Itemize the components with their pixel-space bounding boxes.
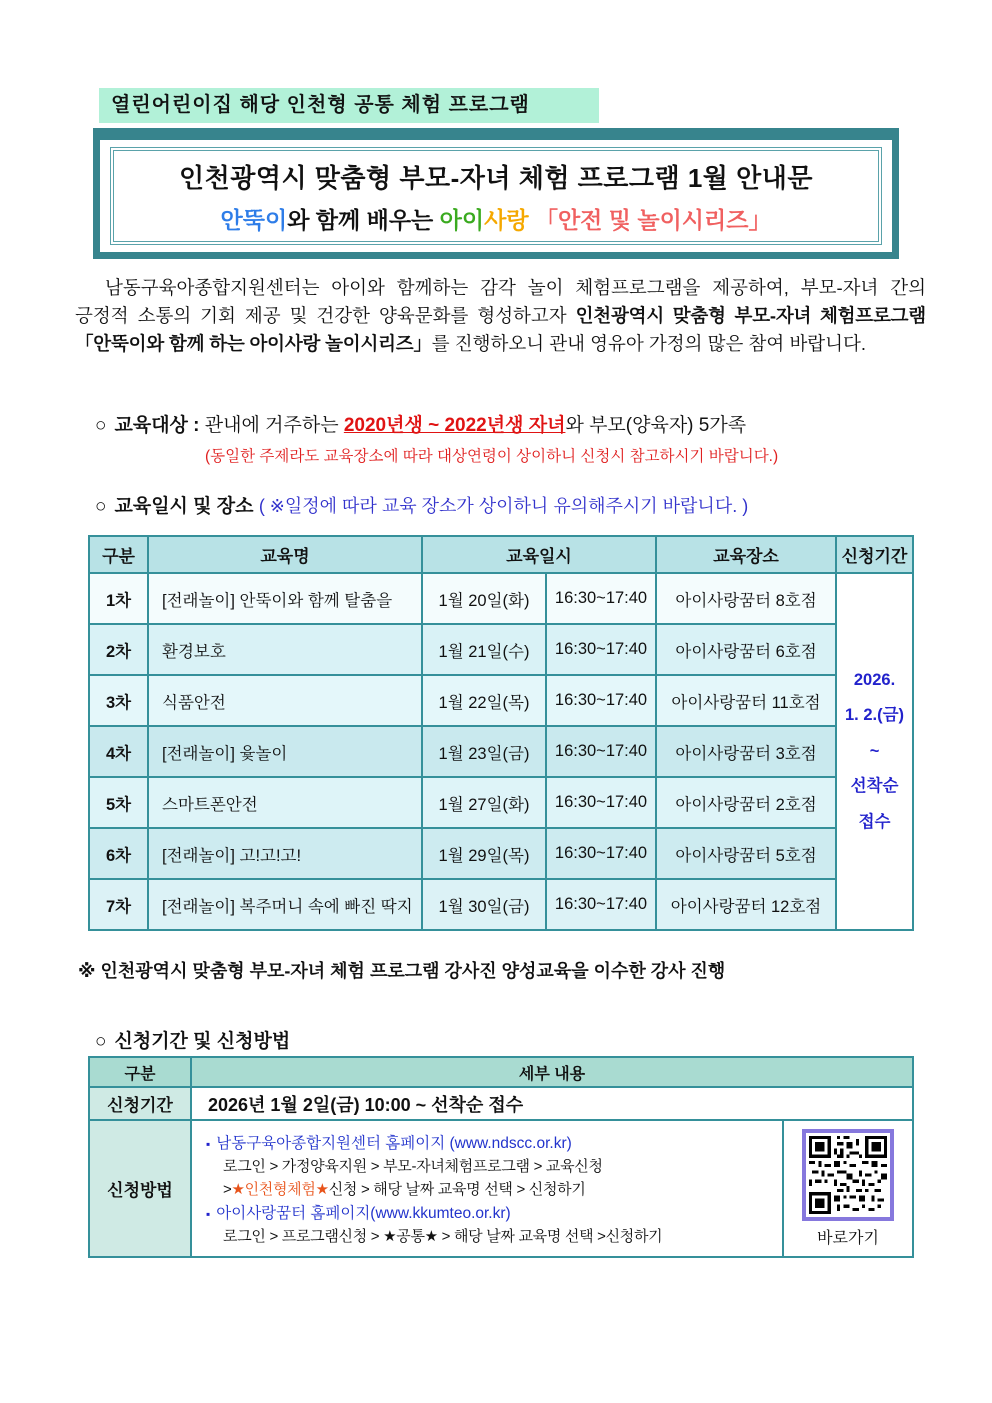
homepage-link-text[interactable]: 아이사랑꿈터 홈페이지(www.kkumteo.or.kr) — [216, 1205, 511, 1222]
intro-pre: 남동구육아종합지원센터는 아이와 함께하는 감각 놀이 체험프로그램을 제공하여, 부모-자녀 간의 긍정적 소통의 기회 제공 및 건강한 양육문화를 형성하고자 — [75, 277, 926, 327]
apply-period-line: 2026. — [853, 670, 896, 689]
circle-marker-icon: ○ — [95, 1031, 107, 1052]
header-apply-period: 신청기간 — [836, 536, 913, 573]
document-title: 인천광역시 맞춤형 부모-자녀 체험 프로그램 1월 안내문 — [178, 162, 813, 193]
program-schedule-table — [88, 535, 914, 931]
row-date: 1월 27일(화) — [422, 777, 546, 828]
method-path-line — [223, 1178, 782, 1199]
row-place: 아이사랑꿈터 11호점 — [656, 675, 836, 726]
subtitle-word-sarang: 사랑 — [484, 206, 529, 233]
method-path-line: 로그인 > 가정양육지원 > 부모-자녀체험프로그램 > 교육신청 — [223, 1158, 603, 1175]
homepage-link-kkumteo[interactable] — [206, 1201, 782, 1223]
qr-shortcut-label: 바로가기 — [817, 1230, 879, 1247]
row-program-name: 스마트폰안전 — [148, 777, 422, 828]
subtitle-character-name: 안뚝이 — [220, 206, 288, 233]
intro-post: 를 진행하오니 관내 영유아 가정의 많은 참여 바랍니다. — [431, 333, 867, 355]
qr-code[interactable] — [802, 1129, 894, 1221]
apply-period-line: 1. 2.(금) — [844, 706, 905, 725]
row-time: 16:30~17:40 — [546, 675, 656, 726]
top-banner — [99, 88, 599, 123]
document-subtitle — [221, 202, 772, 235]
row-place: 아이사랑꿈터 8호점 — [656, 573, 836, 624]
table-row — [89, 828, 913, 879]
schedule-note: ( ※일정에 따라 교육 장소가 상이하니 유의해주시기 바랍니다. ) — [258, 496, 749, 516]
row-date: 1월 30일(금) — [422, 879, 546, 930]
intro-paragraph — [75, 274, 926, 358]
row-no: 5차 — [89, 777, 148, 828]
path-post: 신청 > 해당 날짜 교육명 선택 > 신청하기 — [328, 1181, 586, 1198]
row-no: 3차 — [89, 675, 148, 726]
title-frame — [93, 128, 899, 259]
table-row — [89, 675, 913, 726]
apply-period-cell — [836, 573, 913, 930]
row-time: 16:30~17:40 — [546, 624, 656, 675]
square-bullet-icon: ▪ — [206, 1207, 211, 1221]
apply-method-row — [89, 1120, 913, 1257]
apply-method-label: 신청방법 — [89, 1120, 191, 1257]
target-pre: 관내에 거주하는 — [199, 415, 344, 436]
apply-heading-text: 신청기간 및 신청방법 — [114, 1031, 291, 1052]
table-header-row — [89, 536, 913, 573]
reference-mark-icon: ※ — [78, 961, 96, 981]
apply-period-line: 접수 — [858, 812, 891, 831]
subtitle-word-ai: 아이 — [439, 206, 485, 233]
row-no: 1차 — [89, 573, 148, 624]
row-program-name: [전래놀이] 안뚝이와 함께 탈춤을 — [148, 573, 422, 624]
row-program-name: [전래놀이] 윷놀이 — [148, 726, 422, 777]
apply-method-table — [88, 1056, 914, 1258]
section-education-target — [95, 410, 746, 437]
row-place: 아이사랑꿈터 5호점 — [656, 828, 836, 879]
target-label: 교육대상 : — [114, 415, 200, 436]
top-banner-text: 열린어린이집 해당 인천형 공통 체험 프로그램 — [111, 94, 530, 116]
apply-period-label: 신청기간 — [89, 1087, 191, 1120]
target-age-highlight: 2020년생 ~ 2022년생 자녀 — [343, 415, 566, 436]
row-program-name: 환경보호 — [148, 624, 422, 675]
row-place: 아이사랑꿈터 12호점 — [656, 879, 836, 930]
table-row — [89, 726, 913, 777]
target-post: 와 부모(양육자) 5가족 — [565, 415, 747, 436]
apply-header-detail: 세부 내용 — [191, 1057, 913, 1087]
row-date: 1월 21일(수) — [422, 624, 546, 675]
row-date: 1월 20일(화) — [422, 573, 546, 624]
circle-marker-icon: ○ — [95, 415, 107, 436]
header-datetime: 교육일시 — [422, 536, 656, 573]
row-date: 1월 22일(목) — [422, 675, 546, 726]
row-no: 7차 — [89, 879, 148, 930]
row-place: 아이사랑꿈터 6호점 — [656, 624, 836, 675]
footnote-text: 인천광역시 맞춤형 부모-자녀 체험 프로그램 강사진 양성교육을 이수한 강사 진행 — [100, 961, 726, 981]
square-bullet-icon: ▪ — [206, 1137, 211, 1151]
target-caution-note: (동일한 주제라도 교육장소에 따라 대상연령이 상이하니 신청시 참고하시기 바랍니다.) — [205, 448, 779, 465]
row-date: 1월 23일(금) — [422, 726, 546, 777]
row-time: 16:30~17:40 — [546, 573, 656, 624]
section-apply-heading — [95, 1026, 290, 1053]
row-time: 16:30~17:40 — [546, 726, 656, 777]
apply-period-line: ~ — [869, 741, 880, 760]
incheon-experience-highlight: ★인천형체험★ — [231, 1181, 329, 1198]
method-path-line: 로그인 > 프로그램신청 > ★공통★ > 해당 날짜 교육명 선택 >신청하기 — [223, 1228, 663, 1245]
table-row — [89, 879, 913, 930]
apply-table-header-row — [89, 1057, 913, 1087]
homepage-link-ndscc[interactable] — [206, 1131, 782, 1153]
row-program-name: [전래놀이] 고!고!고! — [148, 828, 422, 879]
row-date: 1월 29일(목) — [422, 828, 546, 879]
qr-code-image — [809, 1136, 887, 1214]
apply-period-row — [89, 1087, 913, 1120]
instructor-footnote — [78, 957, 725, 983]
apply-period-value: 2026년 1월 2일(금) 10:00 ~ 선착순 접수 — [191, 1087, 913, 1120]
table-row — [89, 573, 913, 624]
header-gubun: 구분 — [89, 536, 148, 573]
row-time: 16:30~17:40 — [546, 777, 656, 828]
row-time: 16:30~17:40 — [546, 879, 656, 930]
circle-marker-icon: ○ — [95, 496, 107, 517]
row-no: 4차 — [89, 726, 148, 777]
row-program-name: [전래놀이] 복주머니 속에 빠진 딱지 — [148, 879, 422, 930]
row-place: 아이사랑꿈터 2호점 — [656, 777, 836, 828]
table-row — [89, 777, 913, 828]
intro-bold: 인천광역시 맞춤형 부모-자녀 체험프로그램 「안뚝이와 함께 하는 아이사랑 놀이시리즈」 — [75, 305, 926, 355]
row-no: 6차 — [89, 828, 148, 879]
row-place: 아이사랑꿈터 3호점 — [656, 726, 836, 777]
apply-method-content — [191, 1120, 783, 1257]
header-program-name: 교육명 — [148, 536, 422, 573]
qr-shortcut-cell — [783, 1120, 913, 1257]
row-time: 16:30~17:40 — [546, 828, 656, 879]
table-row — [89, 624, 913, 675]
subtitle-series: 「안전 및 놀이시리즈」 — [534, 206, 772, 233]
subtitle-mid: 와 함께 배우는 — [287, 206, 440, 233]
homepage-link-text[interactable]: 남동구육아종합지원센터 홈페이지 (www.ndscc.or.kr) — [216, 1135, 572, 1152]
row-no: 2차 — [89, 624, 148, 675]
path-pre: > — [223, 1181, 232, 1198]
schedule-label: 교육일시 및 장소 — [114, 496, 254, 517]
apply-header-gubun: 구분 — [89, 1057, 191, 1087]
row-program-name: 식품안전 — [148, 675, 422, 726]
section-schedule — [95, 491, 748, 518]
title-inner-frame — [110, 147, 882, 245]
apply-period-line: 선착순 — [850, 777, 899, 796]
header-place: 교육장소 — [656, 536, 836, 573]
